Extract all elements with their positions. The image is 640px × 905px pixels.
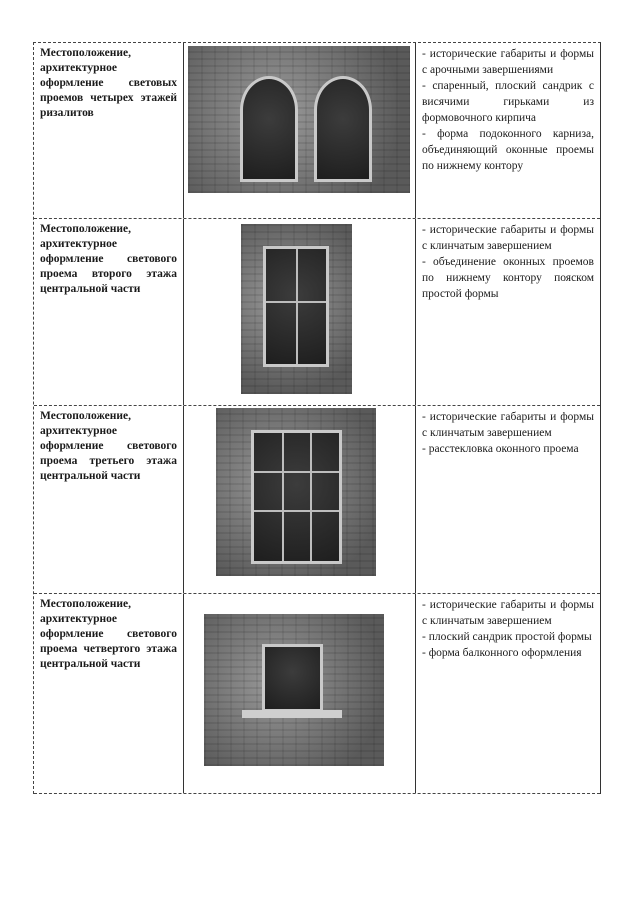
location-description: Местоположение, архитектурное оформление светового проема второго этажа центральной части <box>34 219 184 405</box>
location-description: Местоположение, архитектурное оформление светового проема третьего этажа центральной части <box>34 406 184 593</box>
facade-photo <box>204 614 384 766</box>
window-opening <box>262 644 323 712</box>
arched-window-left <box>240 76 298 182</box>
feature-item: - спаренный, плоский сандрик с висячими гирьками из формовочного кирпича <box>422 80 594 124</box>
photo-cell <box>184 43 416 218</box>
feature-item: - исторические габариты и формы с клинчатым завершением <box>422 599 594 627</box>
features-cell <box>416 43 600 218</box>
feature-item: - объединение оконных проемов по нижнему контору пояском простой формы <box>422 256 594 300</box>
facade-photo <box>241 224 352 394</box>
facade-photo <box>216 408 376 576</box>
arched-window-right <box>314 76 372 182</box>
table-row <box>34 43 600 219</box>
window-opening <box>263 246 329 367</box>
photo-cell <box>184 219 416 405</box>
facade-photo <box>188 46 410 193</box>
photo-cell <box>184 406 416 593</box>
feature-item: - расстекловка оконного проема <box>422 443 579 455</box>
balcony-slab <box>242 710 342 718</box>
table-row <box>34 219 600 406</box>
features-cell <box>416 219 600 405</box>
table-row <box>34 406 600 594</box>
feature-item: - форма балконного оформления <box>422 647 582 659</box>
feature-item: - плоский сандрик простой формы <box>422 631 592 643</box>
feature-item: - форма подоконного карниза, объединяющий оконные проемы по нижнему контору <box>422 128 594 172</box>
table-row <box>34 594 600 794</box>
feature-item: - исторические габариты и формы с арочными завершениями <box>422 48 594 76</box>
feature-item: - исторические габариты и формы с клинчатым завершением <box>422 411 594 439</box>
feature-item: - исторические габариты и формы с клинчатым завершением <box>422 224 594 252</box>
window-opening <box>251 430 342 564</box>
features-cell <box>416 594 600 793</box>
features-cell <box>416 406 600 593</box>
location-description: Местоположение, архитектурное оформление светового проема четвертого этажа центральной части <box>34 594 184 793</box>
heritage-elements-table <box>33 42 601 794</box>
location-description: Местоположение, архитектурное оформление световых проемов четырех этажей ризалитов <box>34 43 184 218</box>
photo-cell <box>184 594 416 793</box>
